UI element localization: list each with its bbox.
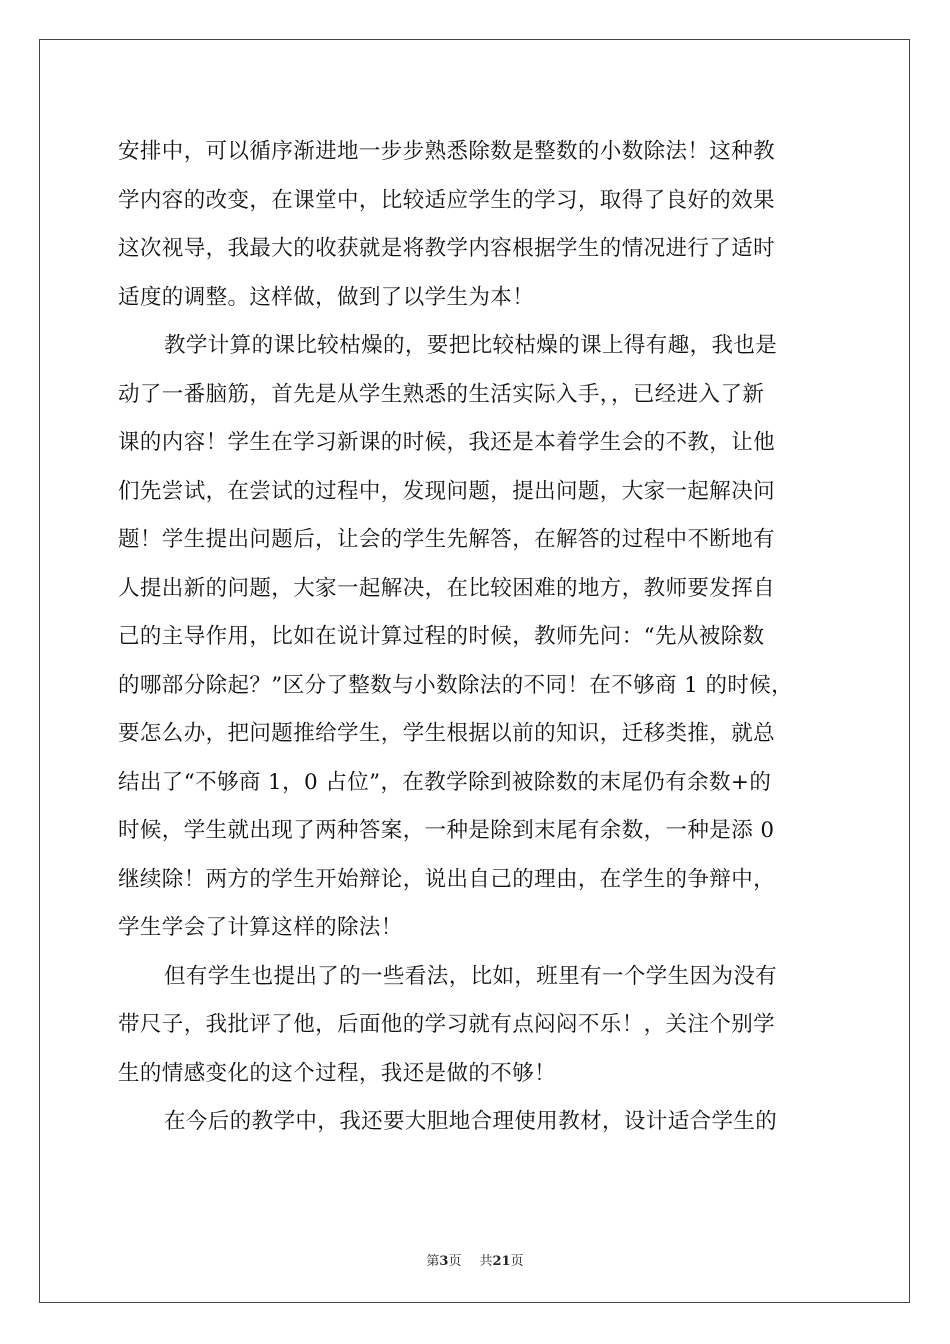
text-line: 动了一番脑筋，首先是从学生熟悉的生活实际入手，，已经进入了新	[118, 381, 765, 407]
text-line: 要怎么办，把问题推给学生，学生根据以前的知识，迁移类推，就总	[118, 721, 776, 746]
text-line: 人提出新的问题，大家一起解决，在比较困难的地方，教师要发挥自	[118, 575, 776, 601]
total-suffix: 页	[510, 1254, 524, 1269]
text-line: 学内容的改变，在课堂中，比较适应学生的学习，取得了良好的效果	[118, 187, 776, 213]
text-line: 结出了“不够商 1，0 占位”，在教学除到被除数的末尾仍有余数+的	[118, 769, 772, 795]
text-line: 课的内容！学生在学习新课的时候，我还是本着学生会的不教，让他	[118, 430, 776, 455]
text-line: 安排中，可以循序渐进地一步步熟悉除数是整数的小数除法！这种教	[118, 139, 776, 164]
page-prefix: 第	[426, 1254, 440, 1269]
paragraph-first-line: 但有学生也提出了的一些看法，比如，班里有一个学生因为没有	[164, 963, 778, 989]
text-line: 己的主导作用，比如在说计算过程的时候，教师先问：“先从被除数	[118, 624, 765, 649]
page-number: 3	[439, 1254, 449, 1269]
text-line: 适度的调整。这样做，做到了以学生为本！	[118, 284, 535, 310]
text-line: 们先尝试，在尝试的过程中，发现问题，提出问题，大家一起解决问	[118, 478, 776, 504]
total-prefix: 共	[479, 1254, 493, 1269]
paragraph-first-line: 在今后的教学中，我还要大胆地合理使用教材，设计适合学生的	[164, 1109, 778, 1134]
text-line: 学生学会了计算这样的除法！	[118, 915, 403, 940]
text-line: 这次视导，我最大的收获就是将教学内容根据学生的情况进行了适时	[118, 236, 776, 261]
text-line: 时候，学生就出现了两种答案，一种是除到末尾有余数，一种是添 0	[118, 818, 775, 843]
text-line: 的哪部分除起？”区分了整数与小数除法的不同！在不够商 1 的时候，	[118, 672, 794, 698]
text-line: 继续除！两方的学生开始辩论，说出自己的理由，在学生的争辩中，	[118, 866, 776, 892]
document-body	[118, 128, 848, 1147]
text-line: 带尺子，我批评了他，后面他的学习就有点闷闷不乐！，关注个别学	[118, 1012, 776, 1037]
page-suffix: 页	[448, 1254, 462, 1269]
total-pages: 21	[492, 1254, 511, 1269]
text-line: 生的情感变化的这个过程，我还是做的不够！	[118, 1060, 557, 1086]
text-line: 题！学生提出问题后，让会的学生先解答，在解答的过程中不断地有	[118, 527, 776, 552]
page-footer	[0, 1250, 950, 1269]
paragraph-first-line: 教学计算的课比较枯燥的，要把比较枯燥的课上得有趣，我也是	[164, 333, 778, 358]
